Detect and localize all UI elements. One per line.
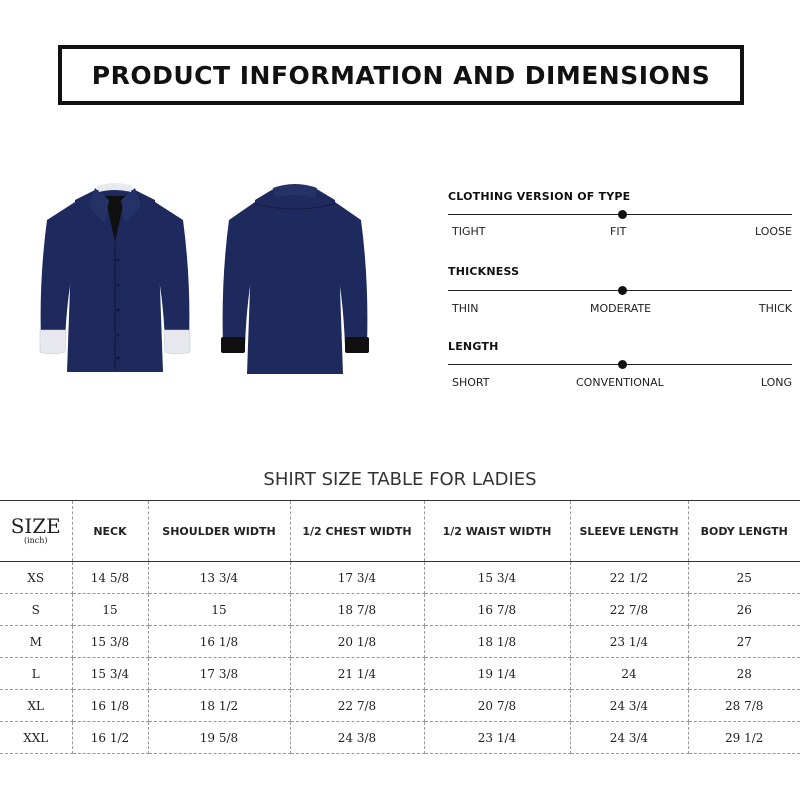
size-cell: XS <box>0 562 72 594</box>
column-header: SHOULDER WIDTH <box>148 501 290 562</box>
table-cell: 17 3/8 <box>148 658 290 690</box>
table-cell: 28 7/8 <box>688 690 800 722</box>
shirt-front-image <box>35 180 195 380</box>
size-unit: (inch) <box>23 536 48 545</box>
table-cell: 15 3/4 <box>72 658 148 690</box>
scale-heading: LENGTH <box>448 340 499 353</box>
table-cell: 23 1/4 <box>570 626 688 658</box>
table-cell: 24 3/8 <box>290 722 424 754</box>
table-cell: 16 1/2 <box>72 722 148 754</box>
table-cell: 19 5/8 <box>148 722 290 754</box>
table-cell: 16 7/8 <box>424 594 570 626</box>
size-cell: XXL <box>0 722 72 754</box>
scale-heading: CLOTHING VERSION OF TYPE <box>448 190 631 203</box>
table-cell: 22 7/8 <box>290 690 424 722</box>
size-cell: XL <box>0 690 72 722</box>
table-row <box>0 658 800 690</box>
table-header-row <box>0 501 800 562</box>
table-cell: 16 1/8 <box>148 626 290 658</box>
size-table <box>0 500 800 754</box>
table-cell: 16 1/8 <box>72 690 148 722</box>
table-cell: 20 7/8 <box>424 690 570 722</box>
table-cell: 13 3/4 <box>148 562 290 594</box>
scale-heading: THICKNESS <box>448 265 520 278</box>
table-cell: 18 7/8 <box>290 594 424 626</box>
table-cell: 21 1/4 <box>290 658 424 690</box>
shirt-back-image <box>215 180 375 380</box>
table-cell: 15 <box>72 594 148 626</box>
scale-option-mid: FIT <box>610 225 627 238</box>
table-row <box>0 690 800 722</box>
table-cell: 18 1/8 <box>424 626 570 658</box>
table-cell: 28 <box>688 658 800 690</box>
scale-option-left: THIN <box>452 302 479 315</box>
scale-length <box>448 340 792 400</box>
column-header: NECK <box>72 501 148 562</box>
table-row <box>0 722 800 754</box>
table-cell: 24 <box>570 658 688 690</box>
size-table-title: SHIRT SIZE TABLE FOR LADIES <box>263 469 537 490</box>
table-cell: 27 <box>688 626 800 658</box>
table-cell: 25 <box>688 562 800 594</box>
table-cell: 29 1/2 <box>688 722 800 754</box>
column-header: 1/2 WAIST WIDTH <box>424 501 570 562</box>
table-cell: 14 5/8 <box>72 562 148 594</box>
table-cell: 23 1/4 <box>424 722 570 754</box>
table-cell: 18 1/2 <box>148 690 290 722</box>
table-cell: 22 1/2 <box>570 562 688 594</box>
title-banner <box>58 45 744 105</box>
scale-option-right: LONG <box>760 376 792 389</box>
table-cell: 24 3/4 <box>570 722 688 754</box>
column-header: 1/2 CHEST WIDTH <box>290 501 424 562</box>
size-cell: L <box>0 658 72 690</box>
table-cell: 19 1/4 <box>424 658 570 690</box>
table-cell: 22 7/8 <box>570 594 688 626</box>
size-label: SIZE <box>10 514 61 538</box>
size-cell: S <box>0 594 72 626</box>
scale-option-right: THICK <box>758 302 792 315</box>
column-header: BODY LENGTH <box>688 501 800 562</box>
scale-indicator <box>618 360 627 369</box>
table-cell: 26 <box>688 594 800 626</box>
table-row <box>0 626 800 658</box>
column-header: SLEEVE LENGTH <box>570 501 688 562</box>
table-cell: 20 1/8 <box>290 626 424 658</box>
table-cell: 17 3/4 <box>290 562 424 594</box>
scale-option-mid: CONVENTIONAL <box>576 376 664 389</box>
table-cell: 15 <box>148 594 290 626</box>
scale-indicator <box>618 210 627 219</box>
size-column-header <box>0 501 72 562</box>
scale-thickness <box>448 265 792 325</box>
table-cell: 15 3/4 <box>424 562 570 594</box>
scale-clothing-version <box>448 190 792 250</box>
scale-option-left: TIGHT <box>452 225 486 238</box>
table-cell: 15 3/8 <box>72 626 148 658</box>
table-row <box>0 562 800 594</box>
size-cell: M <box>0 626 72 658</box>
scale-indicator <box>618 286 627 295</box>
page-title: PRODUCT INFORMATION AND DIMENSIONS <box>91 60 711 90</box>
scale-option-right: LOOSE <box>755 225 792 238</box>
scale-option-left: SHORT <box>452 376 490 389</box>
scale-option-mid: MODERATE <box>590 302 652 315</box>
table-cell: 24 3/4 <box>570 690 688 722</box>
table-row <box>0 594 800 626</box>
